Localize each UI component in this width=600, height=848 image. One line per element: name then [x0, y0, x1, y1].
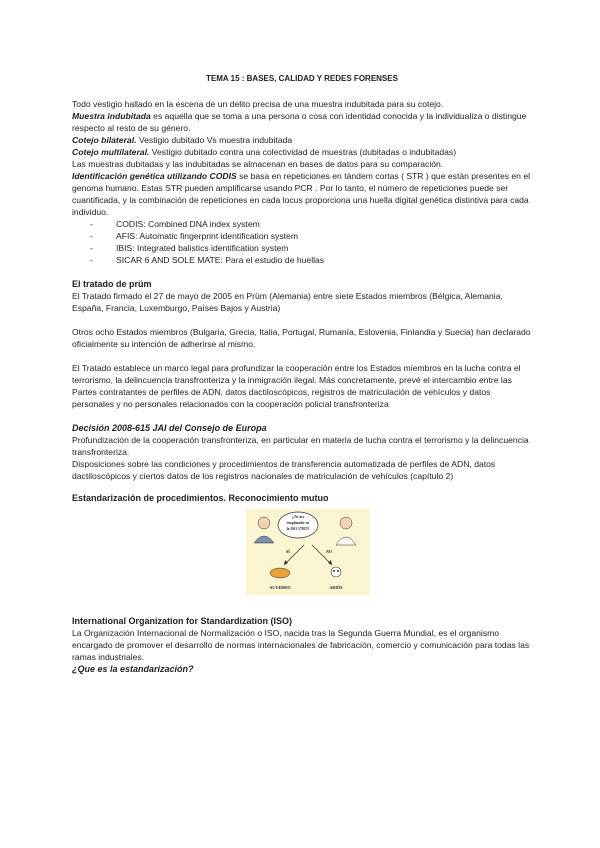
bilateral-definition: Vestigio dubitado Vs muestra indubitada: [136, 135, 293, 145]
bases-paragraph: Las muestras dubitadas y las indubitadas se almacenan en bases de datos para su comparación.: [72, 159, 444, 169]
list-marker: -: [90, 243, 93, 253]
prum-paragraph-3: El Tratado establece un marco legal para profundizar la cooperación entre los Estados miembros en la lucha contra el terrorismo, la delincuencia transfronteriza y la inmigración ilegal. Más concretamente, prevé el intercambio entre las Partes contratantes de perfiles de ADN, datos dactiloscópicos, registros de matriculación de vehículos y datos personales y no personales relacionados con la cooperación policial transfronteriza: [72, 363, 521, 409]
iso-heading: International Organization for Standardization (ISO): [72, 616, 293, 626]
skull-icon: [331, 567, 341, 577]
multilateral-definition: Vestigio dubitado contra una colectividad de muestras (dubitadas o indubitadas): [149, 147, 457, 157]
list-marker: -: [90, 219, 93, 229]
codis-definition: se basa en repeticiones en tándem cortas ( STR ) que están presentes en el genoma humano. Estas STR pueden amplificarse usando PCR . Por lo tanto, el número de repeticiones puede ser cuantificada, y la combinación de repeticiones en cada locus proporciona una huella digital genética distintiva para cada individuo.: [72, 171, 531, 217]
list-marker: -: [90, 231, 93, 241]
codis-paragraph: [72, 170, 532, 218]
person-left-icon: [258, 517, 270, 529]
decision-paragraph-1: Profundización de la cooperación transfronteriza, en particular en materia de lucha contra el terrorismo y la delincuencia transfronteriza.: [72, 435, 529, 457]
intro-paragraph: Todo vestigio hallado en la escena de un delito precisa de una muestra indubitada para su cotejo.: [72, 99, 444, 109]
bilateral-term: Cotejo bilateral.: [72, 135, 137, 145]
label-goodbye: ADIÓS: [329, 585, 343, 590]
indubitada-paragraph: [72, 110, 532, 134]
bilateral-paragraph: [72, 134, 532, 146]
person-right-icon: [340, 517, 352, 529]
prum-paragraph-1: El Tratado firmado el 27 de mayo de 2005 en Prüm (Alemania) entre siete Estados miembros (Bélgica, Alemania, España, Francia, Luxemburgo, Países Bajos y Austria): [72, 291, 503, 313]
indubitada-definition: es aquella que se toma a una persona o cosa con identidad conocida y la individualiza o distingue respecto al resto de su género.: [72, 111, 527, 133]
codis-term: Identificación genética utilizando CODIS: [72, 171, 237, 181]
list-item: - AFIS: Automatic fingerprint identification system: [90, 231, 298, 241]
person-left-body: [254, 536, 274, 543]
handshake-icon: [270, 568, 290, 578]
speech-bubble-text-2: emplazado en: [286, 521, 310, 525]
prum-paragraph-2: Otros ocho Estados miembros (Bulgaria, Grecia, Italia, Portugal, Rumanía, Eslovenia, Finlandia y Suecia) han declarado oficialmente su intención de adherirse al mismo.: [72, 327, 531, 349]
indubitada-term: Muestra indubitada: [72, 111, 151, 121]
illustration-svg: [246, 509, 370, 595]
multilateral-term: Cotejo multilateral.: [72, 147, 150, 157]
decision-heading: Decisión 2008-615 JAI del Consejo de Europa: [72, 423, 267, 433]
speech-bubble-text-3: la ISO 17025?: [286, 527, 310, 531]
label-agreement: ACUERDO: [269, 585, 291, 590]
multilateral-paragraph: [72, 146, 532, 158]
list-marker: -: [90, 255, 93, 265]
label-no: NO: [326, 549, 332, 554]
systems-list: [72, 218, 532, 266]
speech-bubble-text-1: ¿Tu acs: [291, 515, 305, 519]
list-item: - IBIS: Integrated balistics identification system: [90, 243, 289, 253]
prum-heading: El tratado de prüm: [72, 279, 152, 289]
standardization-heading: Estandarización de procedimientos. Reconocimiento mutuo: [72, 493, 329, 503]
iso-paragraph: La Organización Internacional de Normalización o ISO, nacida tras la Segunda Guerra Mundial, es el organismo encargado de promover el desarrollo de normas internacionales de fabricación, comercio y comunicación para todas las ramas industriales.: [72, 628, 530, 662]
list-item: - SICAR 6 AND SOLE MATE: Para el estudio de huellas: [90, 255, 325, 265]
list-item: - CODIS: Combined DNA index system: [90, 219, 260, 229]
decision-paragraph-2: Disposiciones sobre las condiciones y procedimientos de transferencia automatizada de perfiles de ADN, datos dactiloscópicos y ciertos datos de los registros nacionales de matriculación de vehículos (capítulo 2): [72, 459, 496, 481]
iso-question: ¿Que es la estandarización?: [72, 664, 194, 674]
document-content: [72, 74, 532, 675]
label-yes: SÍ: [286, 549, 290, 554]
page-title: TEMA 15 : BASES, CALIDAD Y REDES FORENSES: [206, 74, 398, 83]
mutual-recognition-illustration: [246, 509, 370, 595]
person-right-body: [336, 537, 356, 545]
